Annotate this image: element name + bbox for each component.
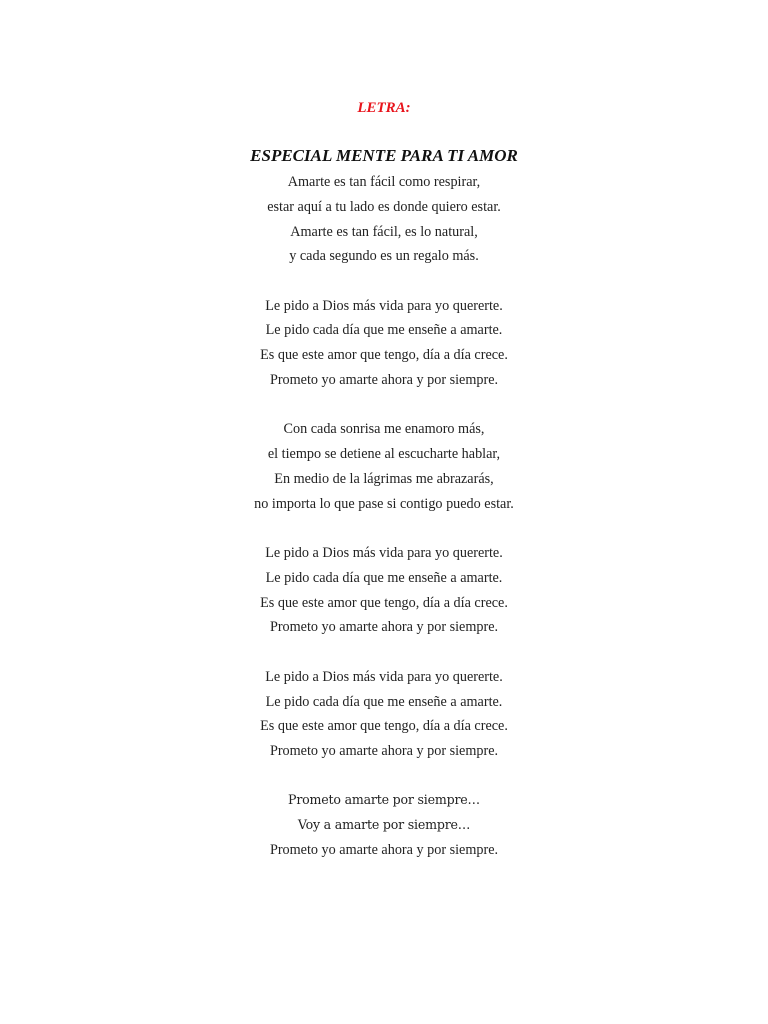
lyric-line: Es que este amor que tengo, día a día crece. (260, 594, 508, 611)
lyric-line: Es que este amor que tengo, día a día crece. (260, 718, 508, 735)
lyric-line: Amarte es tan fácil, es lo natural, (290, 223, 478, 240)
stanza-5 (0, 665, 768, 764)
lyric-line: y cada segundo es un regalo más. (289, 248, 479, 265)
lyric-line: Es que este amor que tengo, día a día crece. (260, 347, 508, 364)
lyric-line: Le pido cada día que me enseñe a amarte. (265, 322, 503, 339)
stanza-1 (0, 170, 768, 269)
stanza-2 (0, 294, 768, 393)
stanza-4 (0, 541, 768, 640)
lyric-line: Voy a amarte por siempre… (297, 817, 471, 833)
stanza-3 (0, 417, 768, 516)
lyric-line: Le pido a Dios más vida para yo quererte. (265, 668, 503, 685)
lyric-line: Prometo amarte por siempre… (288, 792, 480, 808)
lyric-line: Le pido a Dios más vida para yo quererte. (265, 297, 503, 314)
lyric-line: no importa lo que pase si contigo puedo estar. (254, 495, 514, 512)
lyric-line: Prometo yo amarte ahora y por siempre. (269, 842, 499, 859)
lyrics-label: LETRA: (357, 100, 411, 116)
lyric-line: Le pido cada día que me enseñe a amarte. (265, 693, 503, 710)
lyric-line: En medio de la lágrimas me abrazarás, (274, 470, 494, 487)
lyric-line: Con cada sonrisa me enamoro más, (283, 421, 485, 438)
lyric-line: Prometo yo amarte ahora y por siempre. (269, 619, 499, 636)
lyric-line: Amarte es tan fácil como respirar, (287, 174, 481, 190)
song-title: ESPECIAL MENTE PARA TI AMOR (250, 146, 518, 165)
stanza-6 (0, 788, 768, 862)
lyric-line: el tiempo se detiene al escucharte hablar, (267, 446, 501, 463)
lyric-line: Le pido cada día que me enseñe a amarte. (265, 569, 503, 586)
lyrics-body (0, 170, 768, 887)
lyric-line: Le pido a Dios más vida para yo quererte. (265, 545, 503, 562)
lyric-line: Prometo yo amarte ahora y por siempre. (269, 743, 499, 760)
lyric-line: estar aquí a tu lado es donde quiero estar. (267, 198, 501, 215)
lyric-line: Prometo yo amarte ahora y por siempre. (269, 372, 499, 389)
